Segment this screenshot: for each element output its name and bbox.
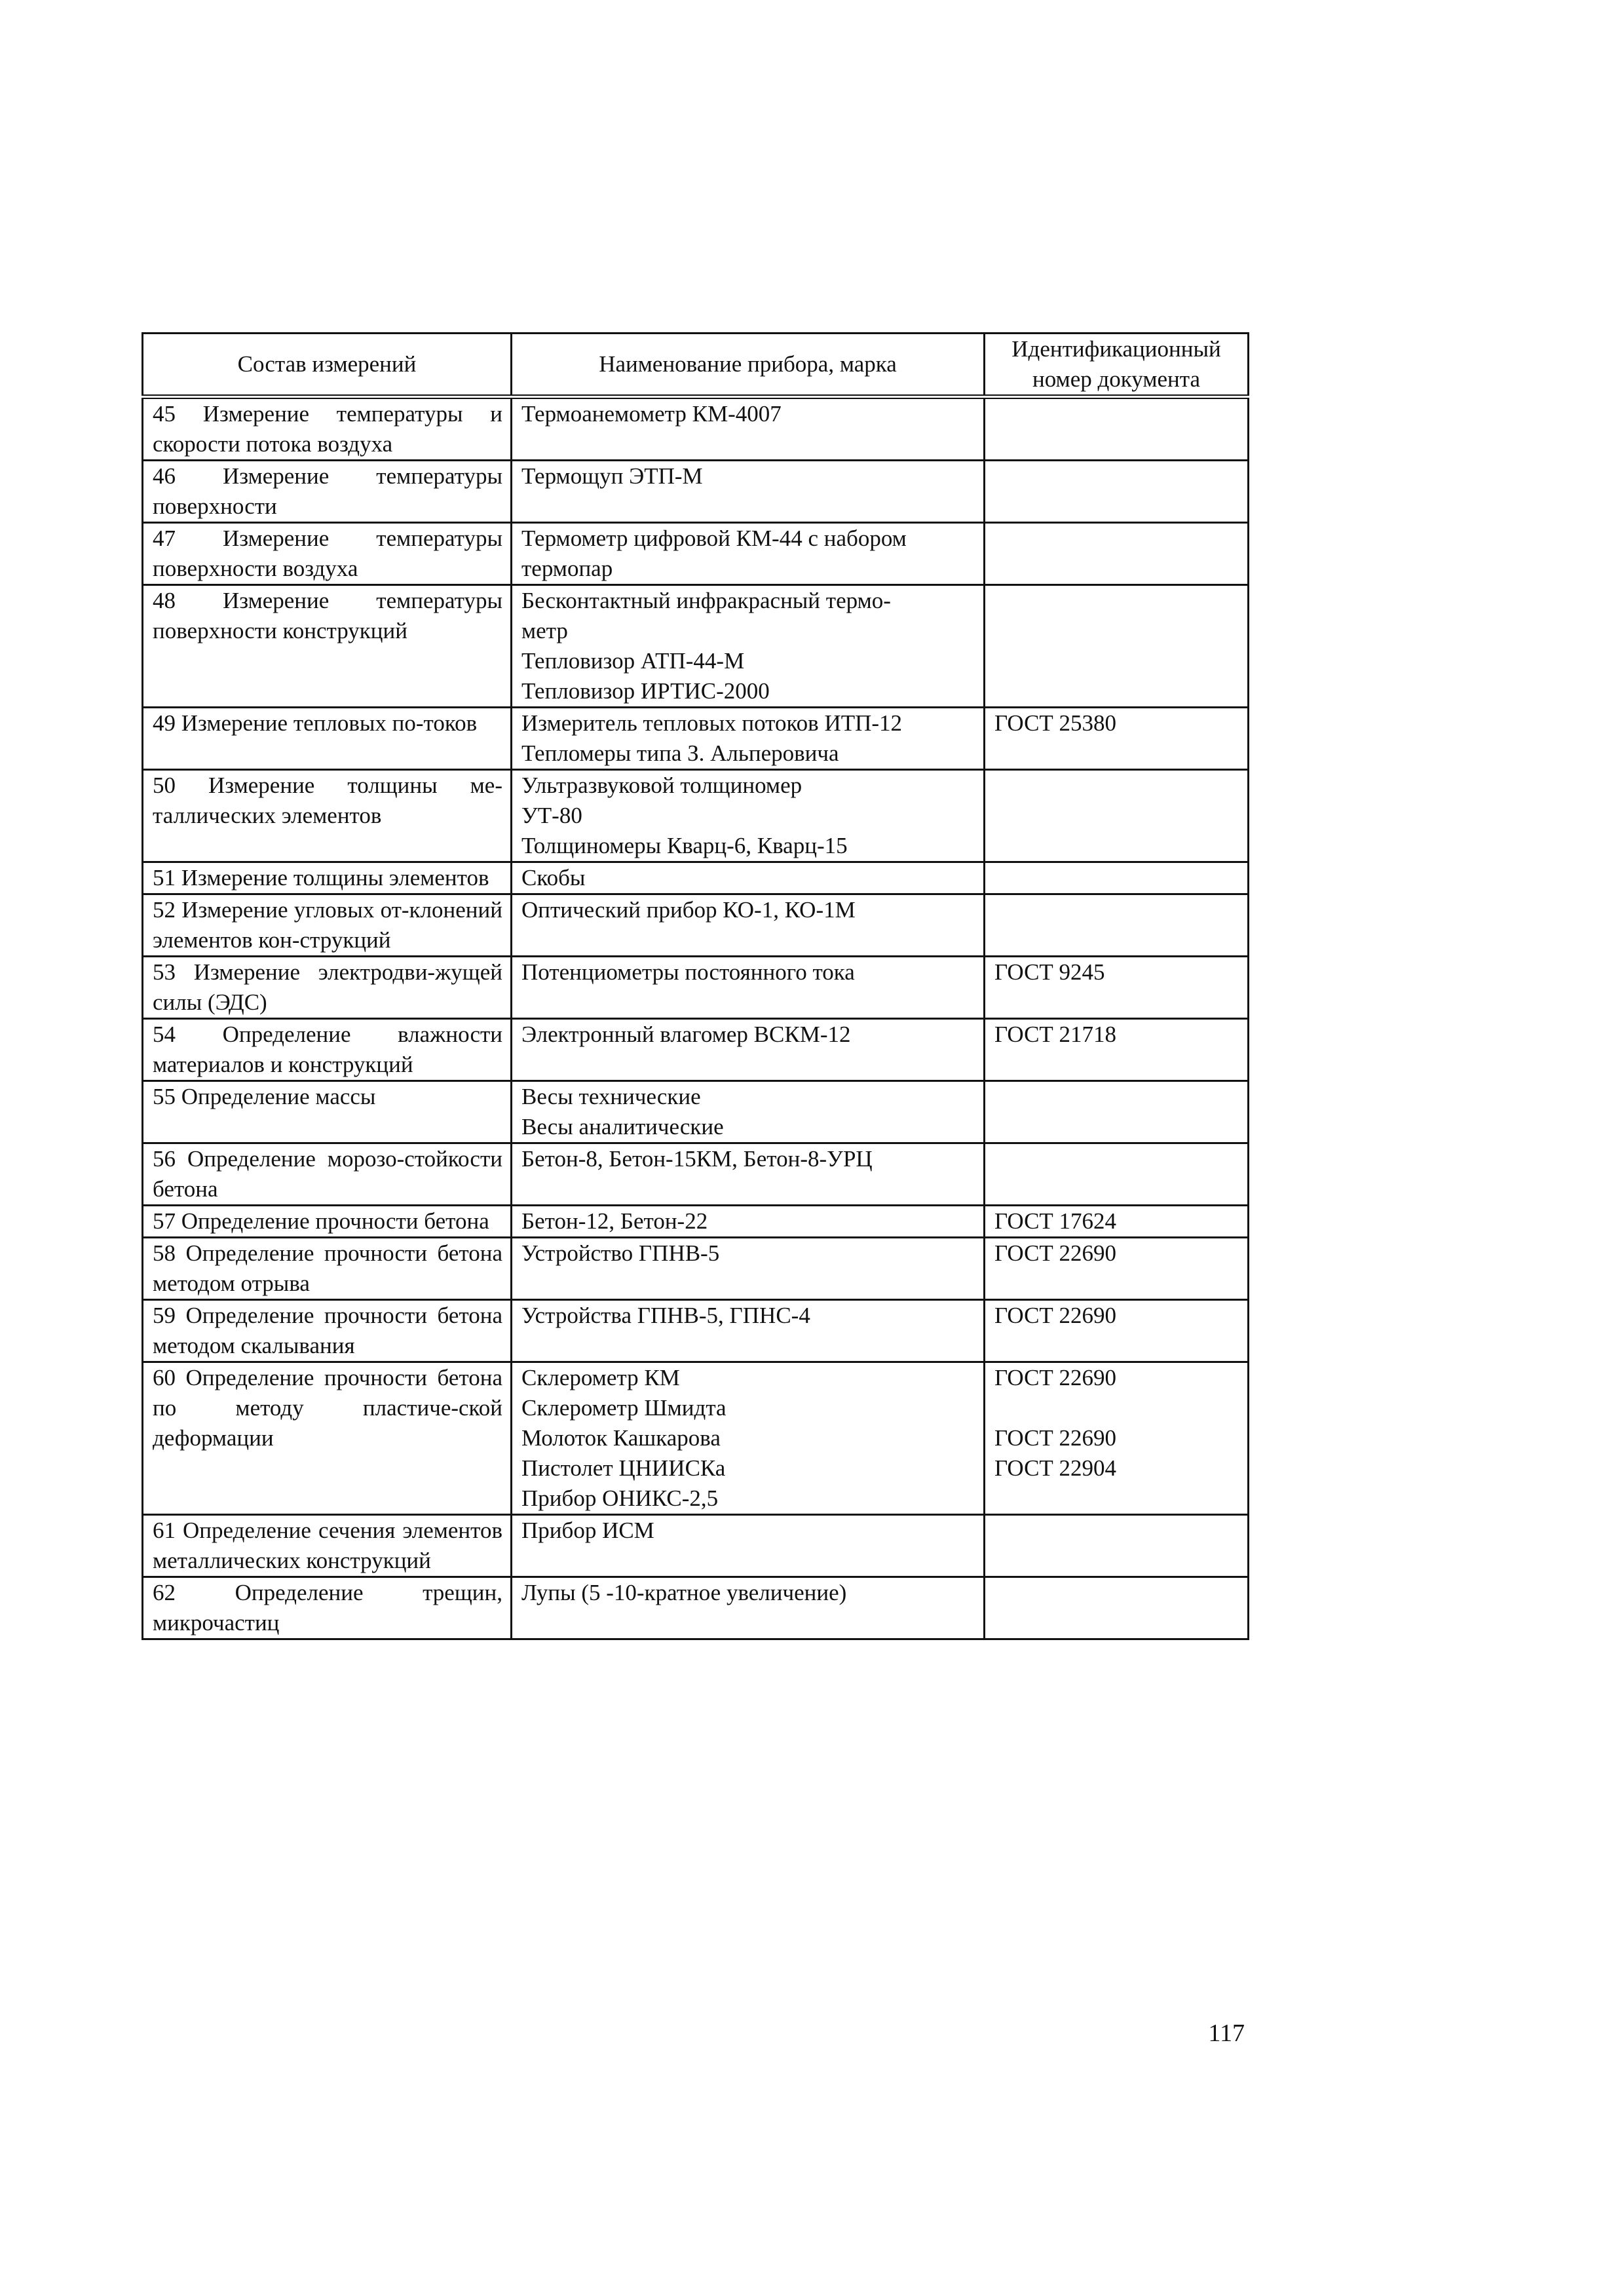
- table-row: [143, 1081, 1249, 1143]
- document-id-cell: [985, 770, 1249, 862]
- table-row: [143, 862, 1249, 894]
- page-number: 117: [1208, 2019, 1245, 2047]
- document-id-cell: [985, 1081, 1249, 1143]
- document-id-cell: [985, 1143, 1249, 1206]
- instrument-line: Тепловизор АТП-44-М: [521, 648, 745, 674]
- measurement-cell: 59 Определение прочности бетона методом скалывания: [143, 1300, 512, 1362]
- document-id-cell: [985, 1362, 1249, 1515]
- table-row: [143, 1143, 1249, 1206]
- instrument-line: Оптический прибор КО-1, КО-1М: [521, 897, 856, 923]
- instrument-line: Потенциометры постоянного тока: [521, 959, 855, 985]
- instrument-line: Лупы (5 -10-кратное увеличение): [521, 1580, 847, 1605]
- document-id-cell: [985, 894, 1249, 957]
- instrument-cell: [512, 397, 985, 461]
- instrument-line: Устройство ГПНВ-5: [521, 1240, 720, 1266]
- document-id-cell: [985, 1577, 1249, 1639]
- instrument-cell: [512, 708, 985, 770]
- instrument-line: Прибор ИСМ: [521, 1518, 654, 1543]
- instrument-line: УТ-80: [521, 803, 582, 828]
- instrument-cell: [512, 862, 985, 894]
- instrument-line: Скобы: [521, 865, 586, 890]
- instrument-cell: [512, 461, 985, 523]
- instrument-cell: [512, 1238, 985, 1300]
- instrument-line: Электронный влагомер ВСКМ-12: [521, 1022, 851, 1047]
- document-id-cell: [985, 1238, 1249, 1300]
- measurement-cell: 51 Измерение толщины элементов: [143, 862, 512, 894]
- instrument-cell: [512, 1515, 985, 1577]
- document-id-cell: [985, 1019, 1249, 1081]
- table-row: [143, 523, 1249, 585]
- instrument-line: Склерометр Шмидта: [521, 1395, 727, 1421]
- measurement-cell: 45 Измерение температуры и скорости потока воздуха: [143, 397, 512, 461]
- instrument-line: Пистолет ЦНИИСКа: [521, 1455, 726, 1481]
- instrument-line: Склерометр КМ: [521, 1365, 680, 1390]
- measurement-cell: 58 Определение прочности бетона методом отрыва: [143, 1238, 512, 1300]
- instrument-cell: [512, 770, 985, 862]
- document-id-cell: [985, 1206, 1249, 1238]
- instrument-line: Термоанемометр КМ-4007: [521, 401, 782, 427]
- instrument-cell: [512, 1577, 985, 1639]
- instrument-cell: [512, 894, 985, 957]
- measurement-cell: 48 Измерение температуры поверхности конструкций: [143, 585, 512, 708]
- document-id-line: ГОСТ 22690: [994, 1365, 1117, 1390]
- instruments-table: [142, 332, 1249, 1640]
- table-row: [143, 1362, 1249, 1515]
- document-id-line: [994, 1393, 1239, 1423]
- document-id-line: ГОСТ 22690: [994, 1303, 1117, 1328]
- header-composition: Состав измерений: [143, 334, 512, 397]
- table-row: [143, 894, 1249, 957]
- measurement-cell: 47 Измерение температуры поверхности воздуха: [143, 523, 512, 585]
- document-id-line: ГОСТ 25380: [994, 710, 1117, 736]
- document-id-cell: [985, 862, 1249, 894]
- table-row: [143, 770, 1249, 862]
- instrument-cell: [512, 1143, 985, 1206]
- document-id-cell: [985, 708, 1249, 770]
- header-document-id: Идентификационный номер документа: [985, 334, 1249, 397]
- instrument-cell: [512, 1300, 985, 1362]
- table-row: [143, 1300, 1249, 1362]
- instrument-line: Бесконтактный инфракрасный термо-: [521, 588, 891, 613]
- header-instrument: Наименование прибора, марка: [512, 334, 985, 397]
- document-id-cell: [985, 1515, 1249, 1577]
- measurement-cell: 60 Определение прочности бетона по методу пластиче-ской деформации: [143, 1362, 512, 1515]
- table-row: [143, 1238, 1249, 1300]
- document-id-line: ГОСТ 22690: [994, 1240, 1117, 1266]
- instrument-line: термопар: [521, 556, 613, 581]
- document-id-line: ГОСТ 22690: [994, 1425, 1117, 1451]
- instrument-line: Прибор ОНИКС-2,5: [521, 1485, 719, 1511]
- document-id-line: ГОСТ 21718: [994, 1022, 1117, 1047]
- instrument-line: Измеритель тепловых потоков ИТП-12: [521, 710, 903, 736]
- instrument-line: Толщиномеры Кварц-6, Кварц-15: [521, 833, 848, 858]
- measurement-cell: 54 Определение влажности материалов и конструкций: [143, 1019, 512, 1081]
- measurement-cell: 56 Определение морозо-стойкости бетона: [143, 1143, 512, 1206]
- measurement-cell: 61 Определение сечения элементов металлических конструкций: [143, 1515, 512, 1577]
- document-id-cell: [985, 397, 1249, 461]
- instrument-cell: [512, 1019, 985, 1081]
- table-header: [143, 334, 1249, 397]
- document-id-cell: [985, 957, 1249, 1019]
- table-row: [143, 1515, 1249, 1577]
- instrument-line: Весы аналитические: [521, 1114, 724, 1139]
- instrument-line: Тепломеры типа З. Альперовича: [521, 740, 839, 766]
- table-row: [143, 1019, 1249, 1081]
- table-row: [143, 585, 1249, 708]
- instrument-line: Термометр цифровой КМ-44 с набором: [521, 526, 907, 551]
- measurement-cell: 50 Измерение толщины ме-таллических элементов: [143, 770, 512, 862]
- table-body: [143, 397, 1249, 1639]
- instrument-line: метр: [521, 618, 568, 643]
- table-row: [143, 1577, 1249, 1639]
- document-id-cell: [985, 523, 1249, 585]
- instrument-line: Молоток Кашкарова: [521, 1425, 721, 1451]
- table-row: [143, 461, 1249, 523]
- instrument-line: Ультразвуковой толщиномер: [521, 773, 803, 798]
- document-id-cell: [985, 585, 1249, 708]
- measurement-cell: 62 Определение трещин, микрочастиц: [143, 1577, 512, 1639]
- instrument-cell: [512, 523, 985, 585]
- document-id-line: ГОСТ 22904: [994, 1455, 1117, 1481]
- instrument-cell: [512, 957, 985, 1019]
- instrument-line: Весы технические: [521, 1084, 701, 1109]
- table-row: [143, 1206, 1249, 1238]
- instrument-line: Устройства ГПНВ-5, ГПНС-4: [521, 1303, 810, 1328]
- measurement-cell: 46 Измерение температуры поверхности: [143, 461, 512, 523]
- instrument-cell: [512, 585, 985, 708]
- document-id-cell: [985, 461, 1249, 523]
- document-id-line: ГОСТ 17624: [994, 1208, 1117, 1234]
- instrument-line: Термощуп ЭТП-М: [521, 463, 703, 489]
- table-row: [143, 397, 1249, 461]
- document-id-cell: [985, 1300, 1249, 1362]
- instrument-line: Бетон-8, Бетон-15КМ, Бетон-8-УРЦ: [521, 1146, 873, 1172]
- table-row: [143, 957, 1249, 1019]
- table-row: [143, 708, 1249, 770]
- instrument-cell: [512, 1081, 985, 1143]
- measurement-cell: 55 Определение массы: [143, 1081, 512, 1143]
- instrument-cell: [512, 1206, 985, 1238]
- measurement-cell: 57 Определение прочности бетона: [143, 1206, 512, 1238]
- document-id-line: ГОСТ 9245: [994, 959, 1105, 985]
- measurement-cell: 49 Измерение тепловых по-токов: [143, 708, 512, 770]
- instrument-cell: [512, 1362, 985, 1515]
- measurement-cell: 53 Измерение электродви-жущей силы (ЭДС): [143, 957, 512, 1019]
- measurement-cell: 52 Измерение угловых от-клонений элементов кон-струкций: [143, 894, 512, 957]
- instrument-line: Бетон-12, Бетон-22: [521, 1208, 708, 1234]
- instrument-line: Тепловизор ИРТИС-2000: [521, 678, 770, 704]
